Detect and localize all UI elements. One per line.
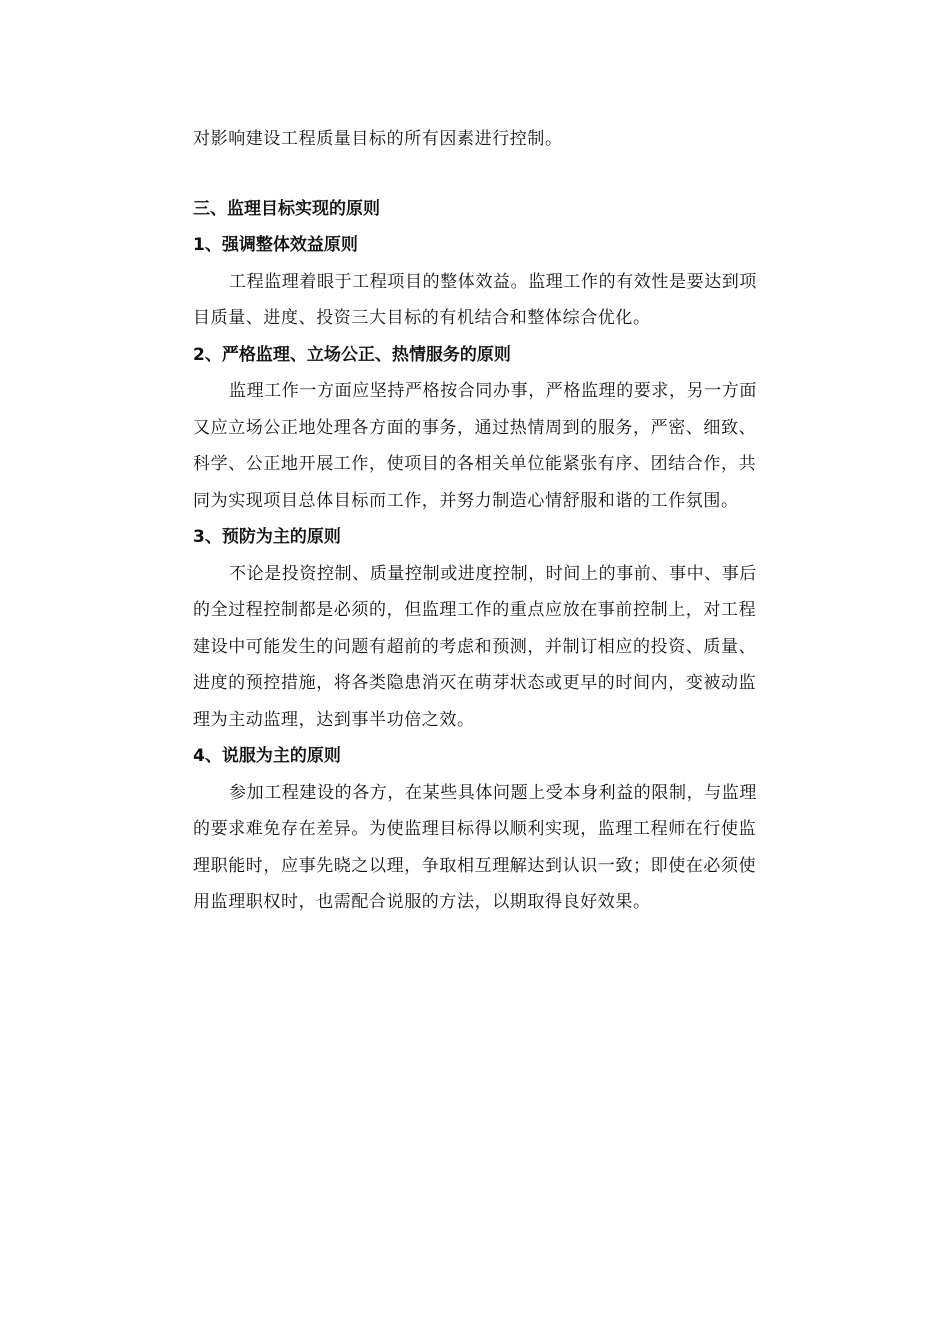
principle-4-line-1: 参加工程建设的各方，在某些具体问题上受本身利益的限制，与监理 — [229, 782, 757, 803]
principle-4-line-3: 理职能时，应事先晓之以理，争取相互理解达到认识一致；即使在必须使 — [193, 855, 757, 876]
principle-4-line-2: 的要求难免存在差异。为使监理目标得以顺利实现，监理工程师在行使监 — [193, 819, 757, 839]
principle-1-title: 1、强调整体效益原则 — [193, 235, 358, 255]
principle-2-line-2: 又应立场公正地处理各方面的事务，通过热情周到的服务，严密、细致、 — [193, 417, 757, 438]
principle-3-line-3: 建设中可能发生的问题有超前的考虑和预测，并制订相应的投资、质量、 — [193, 636, 757, 657]
principle-2-title: 2、严格监理、立场公正、热情服务的原则 — [193, 344, 511, 365]
principle-3-title: 3、预防为主的原则 — [193, 527, 341, 547]
intro-paragraph-line: 对影响建设工程质量目标的所有因素进行控制。 — [193, 129, 563, 149]
principle-2-line-3: 科学、公正地开展工作，使项目的各相关单位能紧张有序、团结合作，共 — [193, 454, 757, 474]
principle-2-line-1: 监理工作一方面应坚持严格按合同办事，严格监理的要求，另一方面 — [229, 381, 757, 401]
document-body — [193, 121, 805, 921]
principle-3-line-2: 的全过程控制都是必须的，但监理工作的重点应放在事前控制上，对工程 — [193, 600, 757, 620]
principle-3-line-4: 进度的预控措施，将各类隐患消灭在萌芽状态或更早的时间内，变被动监 — [193, 673, 757, 693]
principle-3-line-1: 不论是投资控制、质量控制或进度控制，时间上的事前、事中、事后 — [229, 563, 757, 584]
principle-1-line-2: 目质量、进度、投资三大目标的有机结合和整体综合优化。 — [193, 308, 651, 328]
section-title: 三、监理目标实现的原则 — [193, 198, 380, 219]
principle-1-line-1: 工程监理着眼于工程项目的整体效益。监理工作的有效性是要达到项 — [229, 271, 757, 292]
principle-3-line-5: 理为主动监理，达到事半功倍之效。 — [193, 709, 475, 730]
principle-4-line-4: 用监理职权时，也需配合说服的方法，以期取得良好效果。 — [193, 892, 651, 912]
section-spacer — [193, 158, 805, 191]
principle-2-line-4: 同为实现项目总体目标而工作，并努力制造心情舒服和谐的工作氛围。 — [193, 490, 739, 511]
principle-4-title: 4、说服为主的原则 — [193, 746, 341, 766]
